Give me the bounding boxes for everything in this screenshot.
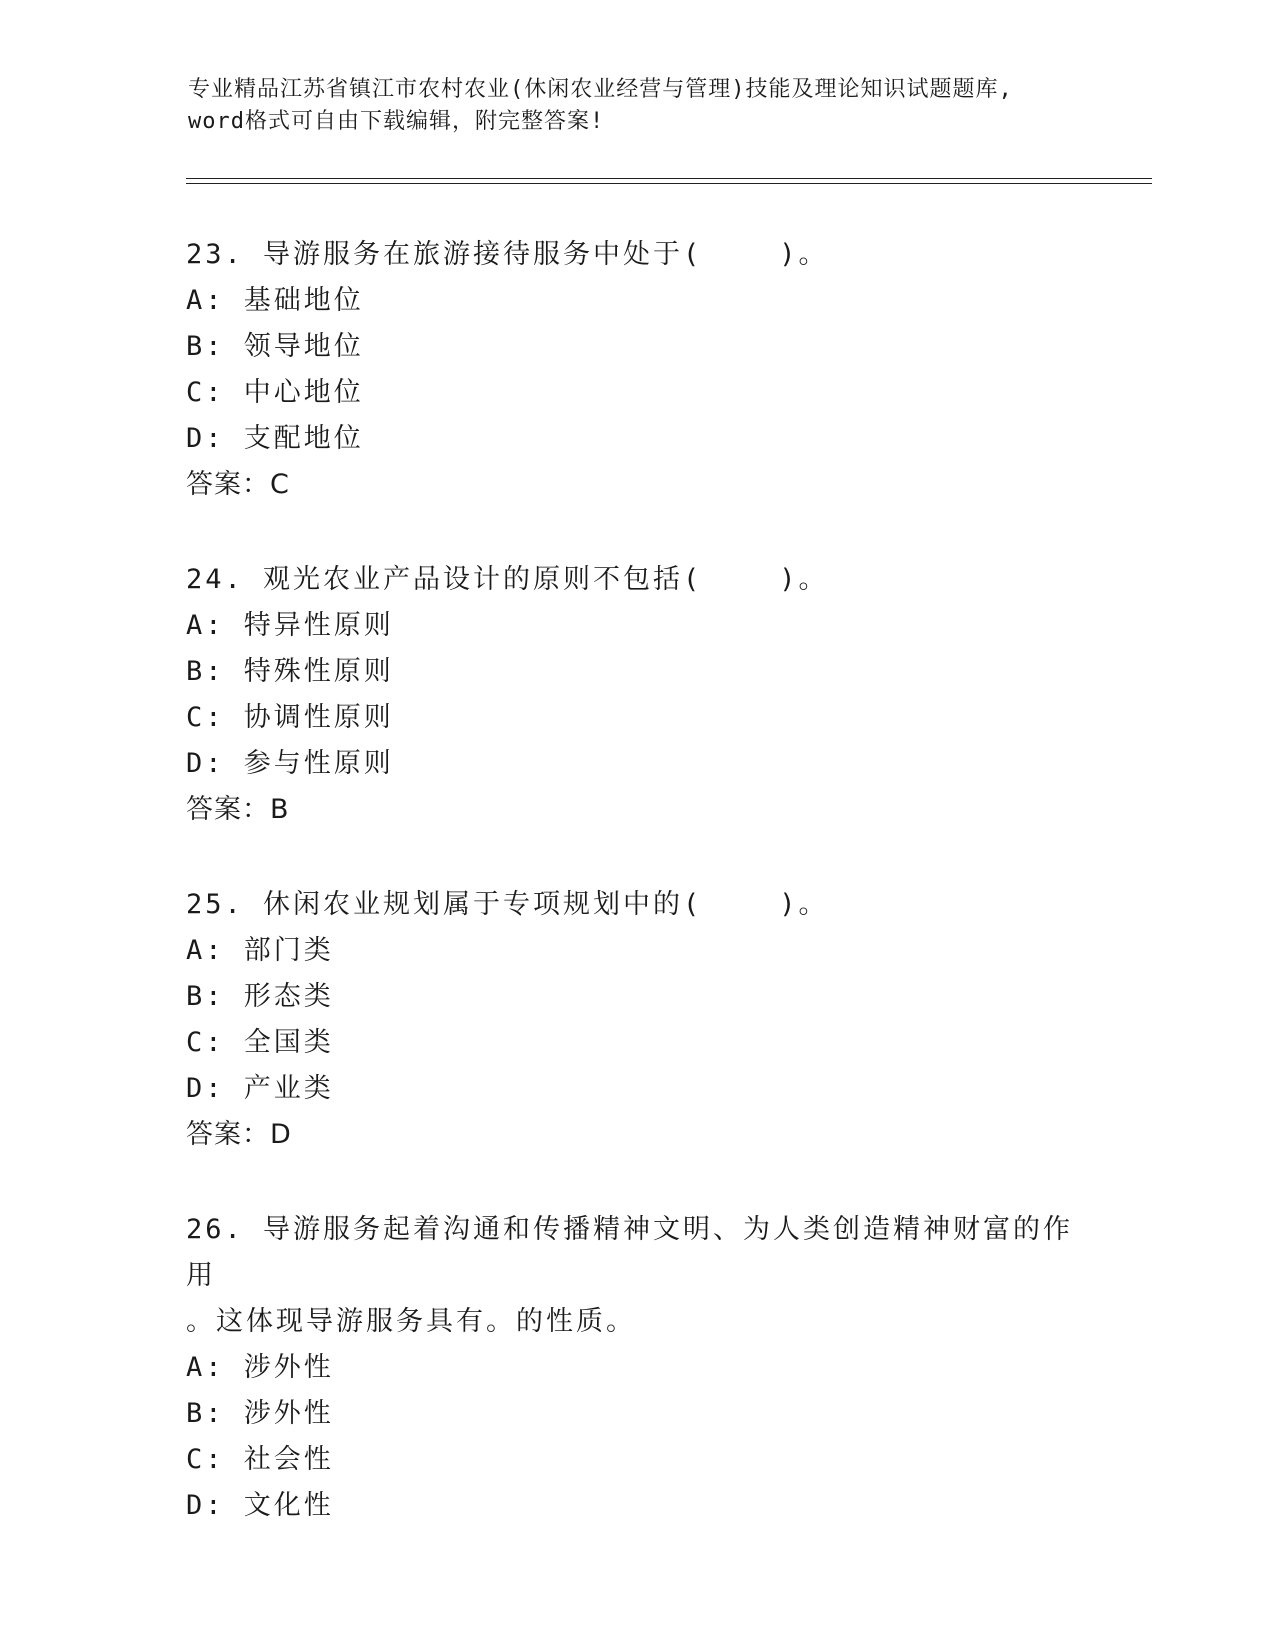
question-stem: 24. 观光农业产品设计的原则不包括( )。 <box>186 564 829 595</box>
document-header <box>188 74 1088 138</box>
question-list <box>186 232 1086 1578</box>
answer-line: 答案：D <box>186 1119 292 1150</box>
option-c: C: 协调性原则 <box>186 702 394 733</box>
option-c: C: 全国类 <box>186 1027 334 1058</box>
option-a: A: 特异性原则 <box>186 610 394 641</box>
answer-line: 答案：C <box>186 469 290 500</box>
header-divider-top <box>186 178 1152 179</box>
option-a: A: 涉外性 <box>186 1352 334 1383</box>
question-24 <box>186 557 1086 833</box>
option-d: D: 参与性原则 <box>186 748 394 779</box>
question-26 <box>186 1207 1086 1529</box>
header-divider-bottom <box>186 183 1152 184</box>
question-stem: 26. 导游服务起着沟通和传播精神文明、为人类创造精神财富的作用 。这体现导游服务具有。的性质。 <box>186 1214 1074 1337</box>
answer-line: 答案：B <box>186 794 290 825</box>
question-23 <box>186 232 1086 508</box>
question-stem: 25. 休闲农业规划属于专项规划中的( )。 <box>186 889 829 920</box>
option-a: A: 部门类 <box>186 935 334 966</box>
option-c: C: 中心地位 <box>186 377 364 408</box>
option-d: D: 支配地位 <box>186 423 364 454</box>
option-b: B: 特殊性原则 <box>186 656 394 687</box>
option-b: B: 涉外性 <box>186 1398 334 1429</box>
option-d: D: 产业类 <box>186 1073 334 1104</box>
question-25 <box>186 882 1086 1158</box>
option-a: A: 基础地位 <box>186 285 364 316</box>
option-c: C: 社会性 <box>186 1444 334 1475</box>
header-line-1: 专业精品江苏省镇江市农村农业(休闲农业经营与管理)技能及理论知识试题题库, <box>188 77 1013 102</box>
header-line-2: word格式可自由下载编辑，附完整答案! <box>188 109 605 134</box>
option-d: D: 文化性 <box>186 1490 334 1521</box>
option-b: B: 领导地位 <box>186 331 364 362</box>
option-b: B: 形态类 <box>186 981 334 1012</box>
question-stem: 23. 导游服务在旅游接待服务中处于( )。 <box>186 239 829 270</box>
